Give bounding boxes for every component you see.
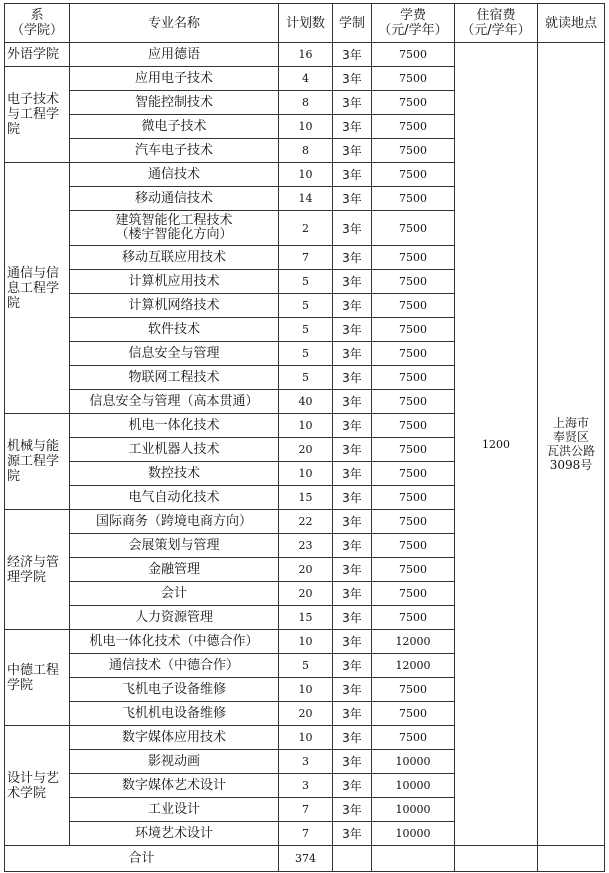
tuition-cell: 7500 — [372, 606, 455, 630]
years-cell: 3年 — [333, 582, 372, 606]
years-cell: 3年 — [333, 726, 372, 750]
plan-count-cell: 10 — [279, 163, 333, 187]
plan-count-cell: 20 — [279, 702, 333, 726]
plan-count-cell: 20 — [279, 558, 333, 582]
dept-name-cell: 机械与能源工程学院 — [5, 414, 70, 510]
tuition-cell: 7500 — [372, 163, 455, 187]
years-cell: 3年 — [333, 606, 372, 630]
plan-count-cell: 20 — [279, 582, 333, 606]
years-cell: 3年 — [333, 654, 372, 678]
years-cell: 3年 — [333, 630, 372, 654]
major-name-cell — [70, 67, 279, 91]
tuition-cell: 7500 — [372, 67, 455, 91]
major-name: 通信技术（中德合作） — [108, 657, 239, 673]
years-cell: 3年 — [333, 318, 372, 342]
years-cell: 3年 — [333, 43, 372, 67]
years-cell: 3年 — [333, 246, 372, 270]
plan-count-cell: 7 — [279, 246, 333, 270]
total-empty-cell — [372, 846, 455, 872]
tuition-cell: 7500 — [372, 318, 455, 342]
plan-count-cell: 16 — [279, 43, 333, 67]
location-line: 3098号 — [549, 458, 593, 472]
plan-count-cell: 15 — [279, 606, 333, 630]
plan-count-cell: 5 — [279, 270, 333, 294]
tuition-cell: 12000 — [372, 630, 455, 654]
major-name-cell — [70, 798, 279, 822]
total-empty-cell — [538, 846, 605, 872]
years-cell: 3年 — [333, 558, 372, 582]
years-cell: 3年 — [333, 342, 372, 366]
major-name-cell — [70, 390, 279, 414]
major-name: 数字媒体艺术设计 — [121, 777, 226, 793]
years-cell: 3年 — [333, 414, 372, 438]
header-dorm-line1: 住宿费 — [476, 8, 516, 23]
plan-count-cell: 10 — [279, 726, 333, 750]
plan-count-cell: 10 — [279, 630, 333, 654]
major-name-cell — [70, 246, 279, 270]
header-years: 学制 — [333, 4, 372, 43]
tuition-cell: 12000 — [372, 654, 455, 678]
major-name-cell — [70, 342, 279, 366]
years-cell: 3年 — [333, 750, 372, 774]
tuition-cell: 7500 — [372, 534, 455, 558]
tuition-cell: 7500 — [372, 678, 455, 702]
tuition-cell: 7500 — [372, 246, 455, 270]
plan-count-cell: 7 — [279, 822, 333, 846]
years-cell: 3年 — [333, 822, 372, 846]
major-name: 物联网工程技术 — [128, 369, 220, 385]
tuition-cell: 7500 — [372, 726, 455, 750]
major-name-cell — [70, 43, 279, 67]
dept-name-cell: 通信与信息工程学院 — [5, 163, 70, 414]
major-name-cell — [70, 139, 279, 163]
major-name: 国际商务（跨境电商方向） — [95, 513, 252, 529]
years-cell: 3年 — [333, 211, 372, 246]
tuition-cell: 7500 — [372, 390, 455, 414]
years-cell: 3年 — [333, 798, 372, 822]
major-name: 飞机机电设备维修 — [121, 705, 226, 721]
header-dept — [5, 4, 70, 43]
header-major: 专业名称 — [70, 4, 279, 43]
dept-name-cell: 设计与艺术学院 — [5, 726, 70, 846]
years-cell: 3年 — [333, 534, 372, 558]
tuition-cell: 7500 — [372, 582, 455, 606]
years-cell: 3年 — [333, 91, 372, 115]
header-dept-line1: 系 — [30, 8, 44, 23]
tuition-cell: 10000 — [372, 798, 455, 822]
header-plan: 计划数 — [279, 4, 333, 43]
plan-count-cell: 2 — [279, 211, 333, 246]
major-name: 信息安全与管理 — [128, 345, 220, 361]
tuition-cell: 7500 — [372, 366, 455, 390]
major-name-cell — [70, 702, 279, 726]
major-name: 机电一体化技术（中德合作） — [89, 633, 259, 649]
plan-count-cell: 40 — [279, 390, 333, 414]
years-cell: 3年 — [333, 438, 372, 462]
years-cell: 3年 — [333, 270, 372, 294]
major-name-cell — [70, 91, 279, 115]
major-name-cell — [70, 163, 279, 187]
tuition-cell: 10000 — [372, 822, 455, 846]
location-line: 上海市 — [552, 416, 589, 430]
major-name: 建筑智能化工程技术 — [115, 213, 233, 228]
header-tuition-line1: 学费 — [399, 8, 426, 23]
plan-count-cell: 22 — [279, 510, 333, 534]
major-name-cell — [70, 486, 279, 510]
major-name-cell — [70, 414, 279, 438]
plan-count-cell: 8 — [279, 139, 333, 163]
location-line: 奉贤区 — [552, 430, 589, 444]
tuition-cell: 7500 — [372, 438, 455, 462]
major-name-cell — [70, 187, 279, 211]
enrollment-table — [4, 3, 605, 872]
location-cell — [538, 43, 605, 846]
years-cell: 3年 — [333, 462, 372, 486]
major-name: 智能控制技术 — [134, 94, 213, 110]
dept-name-cell: 电子技术与工程学院 — [5, 67, 70, 163]
major-name: 人力资源管理 — [134, 609, 213, 625]
header-tuition — [372, 4, 455, 43]
plan-count-cell: 15 — [279, 486, 333, 510]
major-name: 机电一体化技术 — [128, 417, 220, 433]
years-cell: 3年 — [333, 366, 372, 390]
tuition-cell: 10000 — [372, 774, 455, 798]
major-name: 工业设计 — [147, 801, 200, 817]
major-name: 数控技术 — [147, 465, 200, 481]
major-name: 应用电子技术 — [134, 70, 213, 86]
major-name-cell — [70, 726, 279, 750]
tuition-cell: 10000 — [372, 750, 455, 774]
major-name: 电气自动化技术 — [128, 489, 220, 505]
major-name: 移动通信技术 — [134, 190, 213, 206]
dept-name-cell: 外语学院 — [5, 43, 70, 67]
total-plan-count: 374 — [279, 846, 333, 872]
tuition-cell: 7500 — [372, 342, 455, 366]
years-cell: 3年 — [333, 702, 372, 726]
tuition-cell: 7500 — [372, 702, 455, 726]
tuition-cell: 7500 — [372, 558, 455, 582]
major-name-cell — [70, 366, 279, 390]
major-subtitle: （楼宇智能化方向） — [115, 227, 233, 242]
tuition-cell: 7500 — [372, 294, 455, 318]
plan-count-cell: 23 — [279, 534, 333, 558]
dept-name-cell: 经济与管理学院 — [5, 510, 70, 630]
total-row — [5, 846, 605, 872]
plan-count-cell: 5 — [279, 294, 333, 318]
years-cell: 3年 — [333, 510, 372, 534]
major-name-cell — [70, 750, 279, 774]
major-name: 通信技术 — [147, 166, 200, 182]
header-dept-line2: （学院） — [10, 23, 63, 38]
major-name: 软件技术 — [147, 321, 200, 337]
dorm-fee-cell: 1200 — [455, 43, 538, 846]
major-name-cell — [70, 654, 279, 678]
years-cell: 3年 — [333, 115, 372, 139]
total-empty-cell — [333, 846, 372, 872]
total-empty-cell — [455, 846, 538, 872]
tuition-cell: 7500 — [372, 187, 455, 211]
major-name-cell — [70, 678, 279, 702]
plan-count-cell: 5 — [279, 318, 333, 342]
major-name-cell — [70, 211, 279, 246]
plan-count-cell: 3 — [279, 750, 333, 774]
plan-count-cell: 10 — [279, 462, 333, 486]
major-name: 数字媒体应用技术 — [121, 729, 226, 745]
major-name-cell — [70, 774, 279, 798]
major-name-cell — [70, 606, 279, 630]
plan-count-cell: 7 — [279, 798, 333, 822]
plan-count-cell: 5 — [279, 342, 333, 366]
years-cell: 3年 — [333, 774, 372, 798]
header-tuition-line2: （元/学年） — [378, 23, 448, 38]
major-name-cell — [70, 294, 279, 318]
table-body — [5, 43, 605, 872]
table-row — [5, 43, 605, 67]
major-name: 应用德语 — [147, 46, 200, 62]
tuition-cell: 7500 — [372, 510, 455, 534]
major-name-cell — [70, 438, 279, 462]
major-name-cell — [70, 462, 279, 486]
major-name: 环境艺术设计 — [134, 825, 213, 841]
tuition-cell: 7500 — [372, 91, 455, 115]
tuition-cell: 7500 — [372, 139, 455, 163]
major-name: 工业机器人技术 — [128, 441, 220, 457]
header-dorm — [455, 4, 538, 43]
header-row — [5, 4, 605, 43]
tuition-cell: 7500 — [372, 486, 455, 510]
major-name-cell — [70, 318, 279, 342]
plan-count-cell: 20 — [279, 438, 333, 462]
plan-count-cell: 10 — [279, 115, 333, 139]
major-name: 计算机应用技术 — [128, 273, 220, 289]
major-name: 飞机电子设备维修 — [121, 681, 226, 697]
major-name: 影视动画 — [147, 753, 200, 769]
major-name: 微电子技术 — [141, 118, 207, 134]
years-cell: 3年 — [333, 139, 372, 163]
major-name: 金融管理 — [147, 561, 200, 577]
years-cell: 3年 — [333, 67, 372, 91]
major-name: 会展策划与管理 — [128, 537, 220, 553]
plan-count-cell: 10 — [279, 678, 333, 702]
tuition-cell: 7500 — [372, 115, 455, 139]
plan-count-cell: 3 — [279, 774, 333, 798]
major-name: 移动互联应用技术 — [121, 249, 226, 265]
major-name: 信息安全与管理（高本贯通） — [89, 393, 259, 409]
total-label: 合计 — [5, 846, 279, 872]
major-name-cell — [70, 510, 279, 534]
tuition-cell: 7500 — [372, 43, 455, 67]
major-name-cell — [70, 582, 279, 606]
major-name-cell — [70, 630, 279, 654]
years-cell: 3年 — [333, 294, 372, 318]
dept-name-cell: 中德工程学院 — [5, 630, 70, 726]
years-cell: 3年 — [333, 486, 372, 510]
plan-count-cell: 8 — [279, 91, 333, 115]
location-line: 瓦洪公路 — [546, 444, 595, 458]
plan-count-cell: 5 — [279, 366, 333, 390]
major-name-cell — [70, 115, 279, 139]
tuition-cell: 7500 — [372, 211, 455, 246]
major-name-cell — [70, 534, 279, 558]
plan-count-cell: 14 — [279, 187, 333, 211]
plan-count-cell: 10 — [279, 414, 333, 438]
plan-count-cell: 5 — [279, 654, 333, 678]
major-name-cell — [70, 558, 279, 582]
years-cell: 3年 — [333, 390, 372, 414]
plan-count-cell: 4 — [279, 67, 333, 91]
years-cell: 3年 — [333, 187, 372, 211]
header-dorm-line2: （元/学年） — [461, 23, 531, 38]
header-location: 就读地点 — [538, 4, 605, 43]
major-name: 会计 — [160, 585, 187, 601]
major-name-cell — [70, 822, 279, 846]
major-name: 计算机网络技术 — [128, 297, 220, 313]
major-name: 汽车电子技术 — [134, 142, 213, 158]
tuition-cell: 7500 — [372, 270, 455, 294]
major-name-cell — [70, 270, 279, 294]
years-cell: 3年 — [333, 678, 372, 702]
tuition-cell: 7500 — [372, 414, 455, 438]
tuition-cell: 7500 — [372, 462, 455, 486]
years-cell: 3年 — [333, 163, 372, 187]
